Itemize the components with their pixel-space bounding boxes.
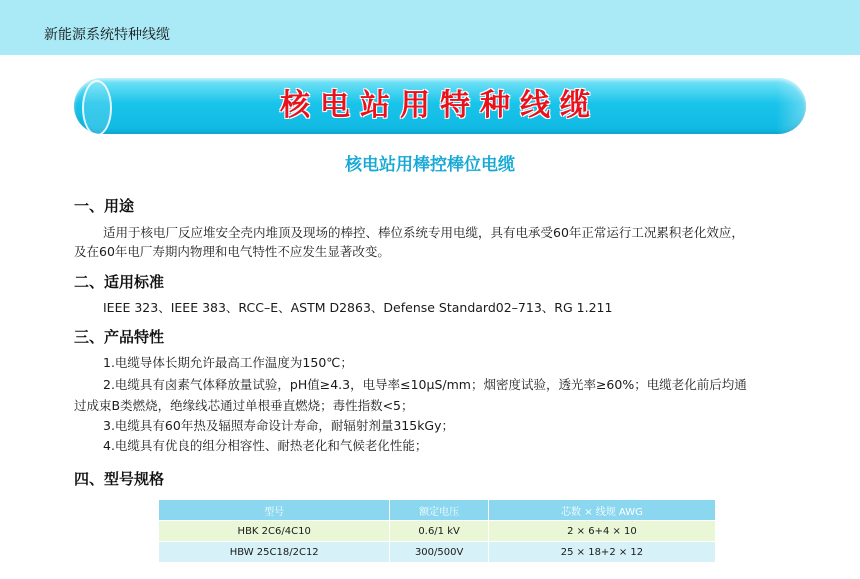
product-title: 核电站用棒控棒位电缆 <box>345 155 515 175</box>
column-header-voltage: 额定电压 <box>390 500 489 521</box>
spec-table <box>158 499 716 563</box>
standards-text-line: IEEE 323、IEEE 383、RCC–E、ASTM D2863、Defense Standard02–713、RG 1.211 <box>103 300 613 315</box>
section-heading-features: 三、产品特性 <box>74 328 165 346</box>
usage-text-line: 及在60年电厂寿期内物理和电气特性不应发生显著改变。 <box>74 244 390 259</box>
feature-text-line: 4.电缆具有优良的组分相容性、耐热老化和气候老化性能； <box>103 438 428 453</box>
section-heading-models: 四、型号规格 <box>74 470 165 488</box>
catalog-category-title: 新能源系统特种线缆 <box>44 27 170 43</box>
column-header-cores-gauge: 芯数 × 线规 AWG <box>488 500 715 521</box>
top-header-bar <box>0 0 860 55</box>
cell-cores-gauge: 2 × 6+4 × 10 <box>488 521 715 542</box>
section-heading-usage: 一、用途 <box>74 197 135 215</box>
banner-title: 核电站用特种线缆 <box>280 88 600 123</box>
page-banner <box>74 78 806 134</box>
cell-voltage: 0.6/1 kV <box>390 521 489 542</box>
feature-text-line: 2.电缆具有卤素气体释放量试验，pH值≥4.3，电导率≤10μS/mm；烟密度试验，透光率≥60%；电缆老化前后均通 <box>103 377 747 392</box>
feature-text-line: 1.电缆导体长期允许最高工作温度为150℃； <box>103 355 353 370</box>
column-header-model: 型号 <box>159 500 390 521</box>
section-heading-standards: 二、适用标准 <box>74 273 165 291</box>
cell-model: HBW 25C18/2C12 <box>159 542 390 563</box>
cell-cores-gauge: 25 × 18+2 × 12 <box>488 542 715 563</box>
usage-text-line: 适用于核电厂反应堆安全壳内堆顶及现场的棒控、棒位系统专用电缆，具有电承受60年正常运行工况累积老化效应， <box>103 225 744 240</box>
table-header-row <box>159 500 716 521</box>
feature-text-line: 3.电缆具有60年热及辐照寿命设计寿命，耐辐射剂量315kGy； <box>103 418 455 433</box>
feature-text-line: 过成束B类燃烧，绝缘线芯通过单根垂直燃烧；毒性指数<5； <box>74 398 414 413</box>
table-row <box>159 542 716 563</box>
cell-voltage: 300/500V <box>390 542 489 563</box>
table-row <box>159 521 716 542</box>
cell-model: HBK 2C6/4C10 <box>159 521 390 542</box>
